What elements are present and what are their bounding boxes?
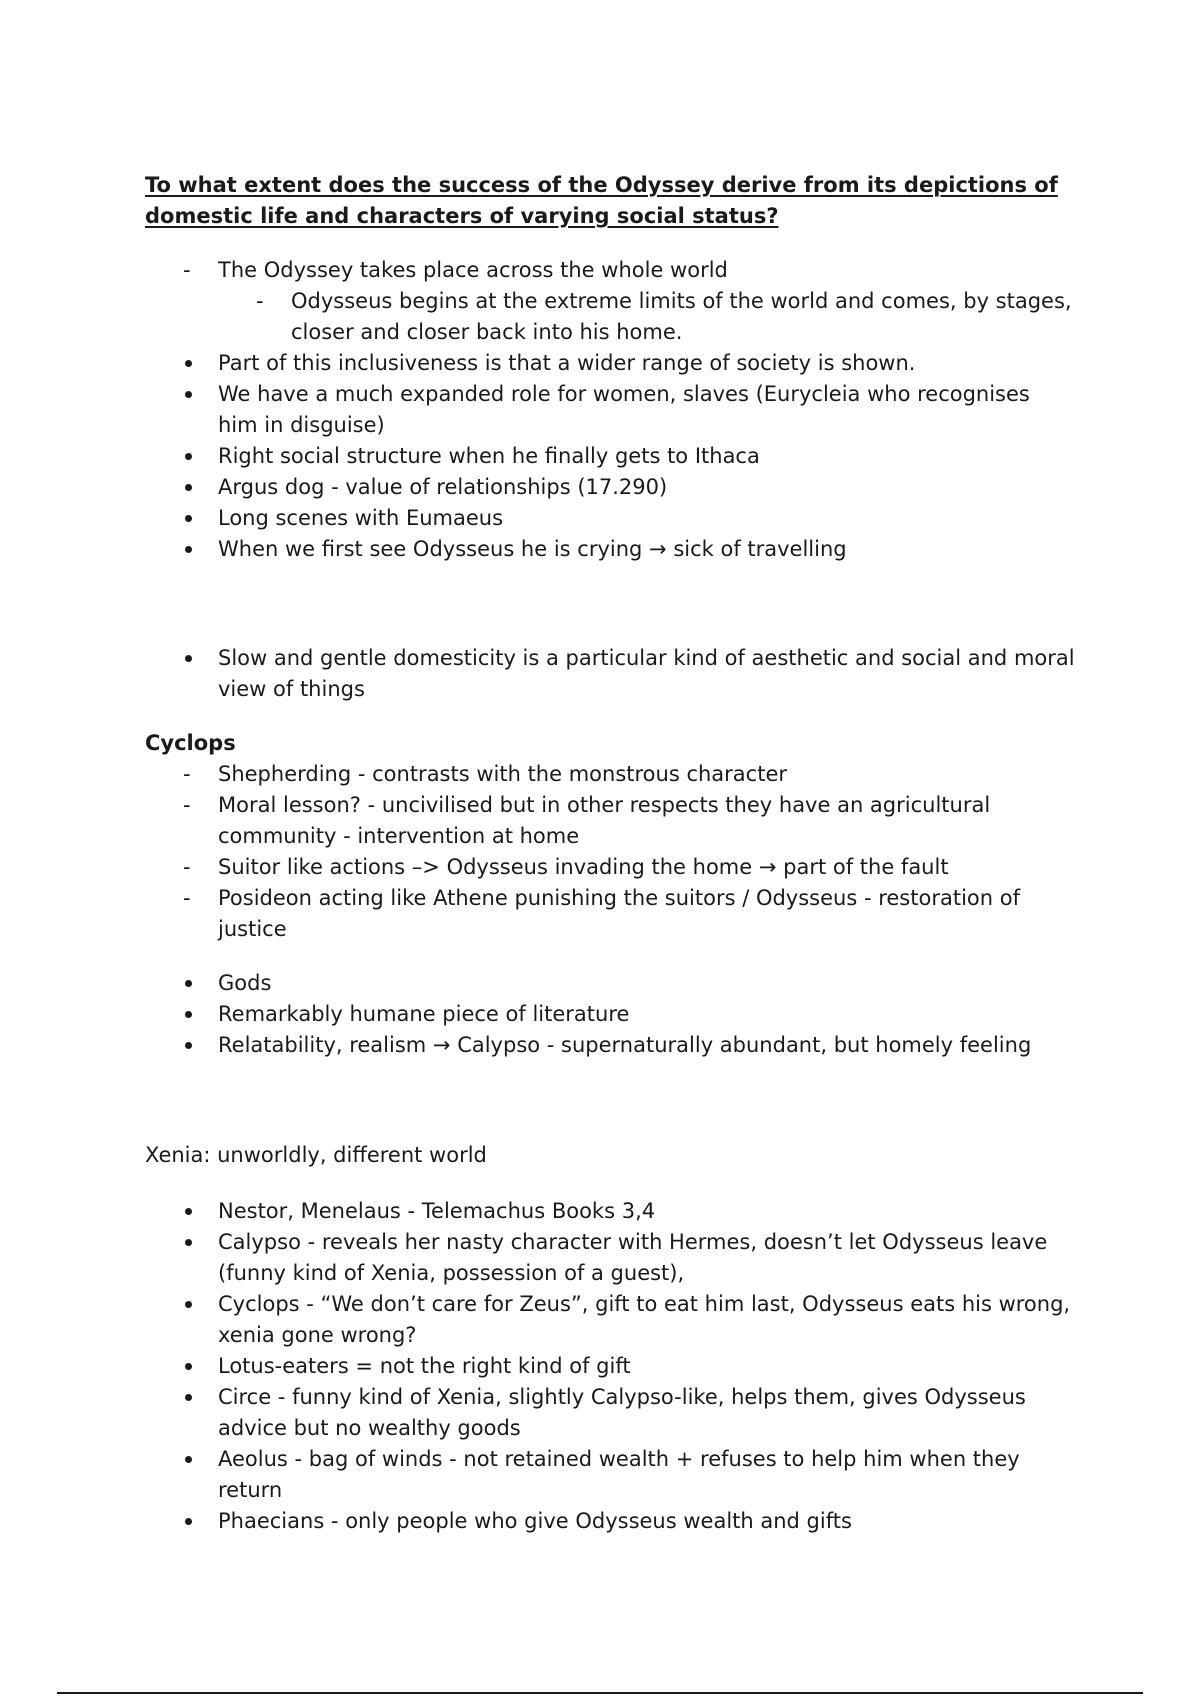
cyclops-heading: Cyclops: [145, 731, 236, 755]
list-item: Gods: [145, 968, 1075, 999]
list-item: - Posideon acting like Athene punishing the suitors / Odysseus - restoration of justice: [145, 883, 1075, 945]
list-item: Slow and gentle domesticity is a particular kind of aesthetic and social and moral view of things: [145, 643, 1075, 705]
list-item: - Suitor like actions –> Odysseus invading the home → part of the fault: [145, 852, 1075, 883]
list-item: Phaecians - only people who give Odysseus wealth and gifts: [145, 1506, 1075, 1537]
intro-list: [145, 255, 1075, 565]
section-domesticity: [145, 643, 1075, 705]
list-item: Long scenes with Eumaeus: [145, 503, 1075, 534]
list-item: Argus dog - value of relationships (17.290): [145, 472, 1075, 503]
list-item: - Moral lesson? - uncivilised but in other respects they have an agricultural community - intervention at home: [145, 790, 1075, 852]
section-gods: [145, 968, 1075, 1061]
list-item: Calypso - reveals her nasty character with Hermes, doesn’t let Odysseus leave (funny kind of Xenia, possession of a guest),: [145, 1227, 1075, 1289]
list-item: Relatability, realism → Calypso - supernaturally abundant, but homely feeling: [145, 1030, 1075, 1061]
section-cyclops: [145, 728, 1075, 945]
list-item: Right social structure when he finally gets to Ithaca: [145, 441, 1075, 472]
page-title: To what extent does the success of the Odyssey derive from its depictions of domestic life and characters of varying social status?: [145, 173, 1058, 228]
section-intro: [145, 255, 1075, 565]
cyclops-list: [145, 759, 1075, 945]
xenia-heading: Xenia: unworldly, different world: [145, 1143, 487, 1167]
list-item: Circe - funny kind of Xenia, slightly Calypso-like, helps them, gives Odysseus advice but no wealthy goods: [145, 1382, 1075, 1444]
gods-list: [145, 968, 1075, 1061]
list-item: Lotus-eaters = not the right kind of gift: [145, 1351, 1075, 1382]
xenia-list: [145, 1196, 1075, 1537]
list-item: - Shepherding - contrasts with the monstrous character: [145, 759, 1075, 790]
list-item: Part of this inclusiveness is that a wider range of society is shown.: [145, 348, 1075, 379]
list-item: - Odysseus begins at the extreme limits of the world and comes, by stages, closer and closer back into his home.: [145, 286, 1075, 348]
section-xenia: [145, 1140, 1075, 1537]
list-item: When we first see Odysseus he is crying → sick of travelling: [145, 534, 1075, 565]
list-item: Remarkably humane piece of literature: [145, 999, 1075, 1030]
list-item: - The Odyssey takes place across the whole world: [145, 255, 1075, 286]
list-item: We have a much expanded role for women, slaves (Eurycleia who recognises him in disguise): [145, 379, 1075, 441]
list-item: Cyclops - “We don’t care for Zeus”, gift to eat him last, Odysseus eats his wrong, xenia gone wrong?: [145, 1289, 1075, 1351]
footer-divider: [57, 1692, 1143, 1694]
list-item: Aeolus - bag of winds - not retained wealth + refuses to help him when they return: [145, 1444, 1075, 1506]
domesticity-list: [145, 643, 1075, 705]
list-item: Nestor, Menelaus - Telemachus Books 3,4: [145, 1196, 1075, 1227]
